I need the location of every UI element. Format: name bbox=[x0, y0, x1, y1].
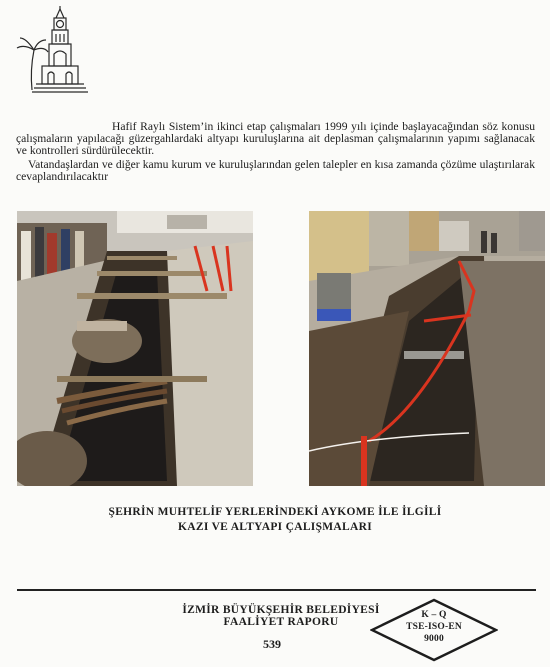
excavation-photo-left bbox=[17, 211, 253, 486]
footer-report-title: FAALİYET RAPORU bbox=[223, 616, 339, 628]
quality-certificate-badge bbox=[370, 598, 498, 662]
footer-org-name: İZMİR BÜYÜKŞEHİR BELEDİYESİ bbox=[182, 604, 380, 616]
photo-caption-line-2: KAZI VE ALTYAPI ÇALIŞMALARI bbox=[178, 521, 372, 533]
clock-tower-logo-icon bbox=[14, 4, 94, 96]
badge-line-1: K – Q bbox=[421, 610, 447, 620]
footer-divider bbox=[17, 589, 536, 591]
excavation-photo-right bbox=[309, 211, 545, 486]
badge-line-3: 9000 bbox=[424, 634, 444, 644]
page-number: 539 bbox=[263, 637, 281, 651]
body-paragraph-2: Vatandaşlardan ve diğer kamu kurum ve kuruluşlarından gelen talepler en kısa zamanda çözüme ulaştırılarak cevaplandırılacaktır bbox=[16, 158, 535, 184]
body-paragraph-1: Hafif Raylı Sistem’in ikinci etap çalışmaları 1999 yılı içinde başlayacağından söz konusu çalışmaların yapılacağı güzergahlardaki altyapı kuruluşlarına ait deplasman çalışmalarının yapımı sağlanacak ve kontrolleri sürdürülecektir. bbox=[16, 120, 535, 158]
photo-caption-line-1: ŞEHRİN MUHTELİF YERLERİNDEKİ AYKOME İLE İLGİLİ bbox=[108, 506, 442, 518]
badge-line-2: TSE-ISO-EN bbox=[406, 622, 462, 632]
